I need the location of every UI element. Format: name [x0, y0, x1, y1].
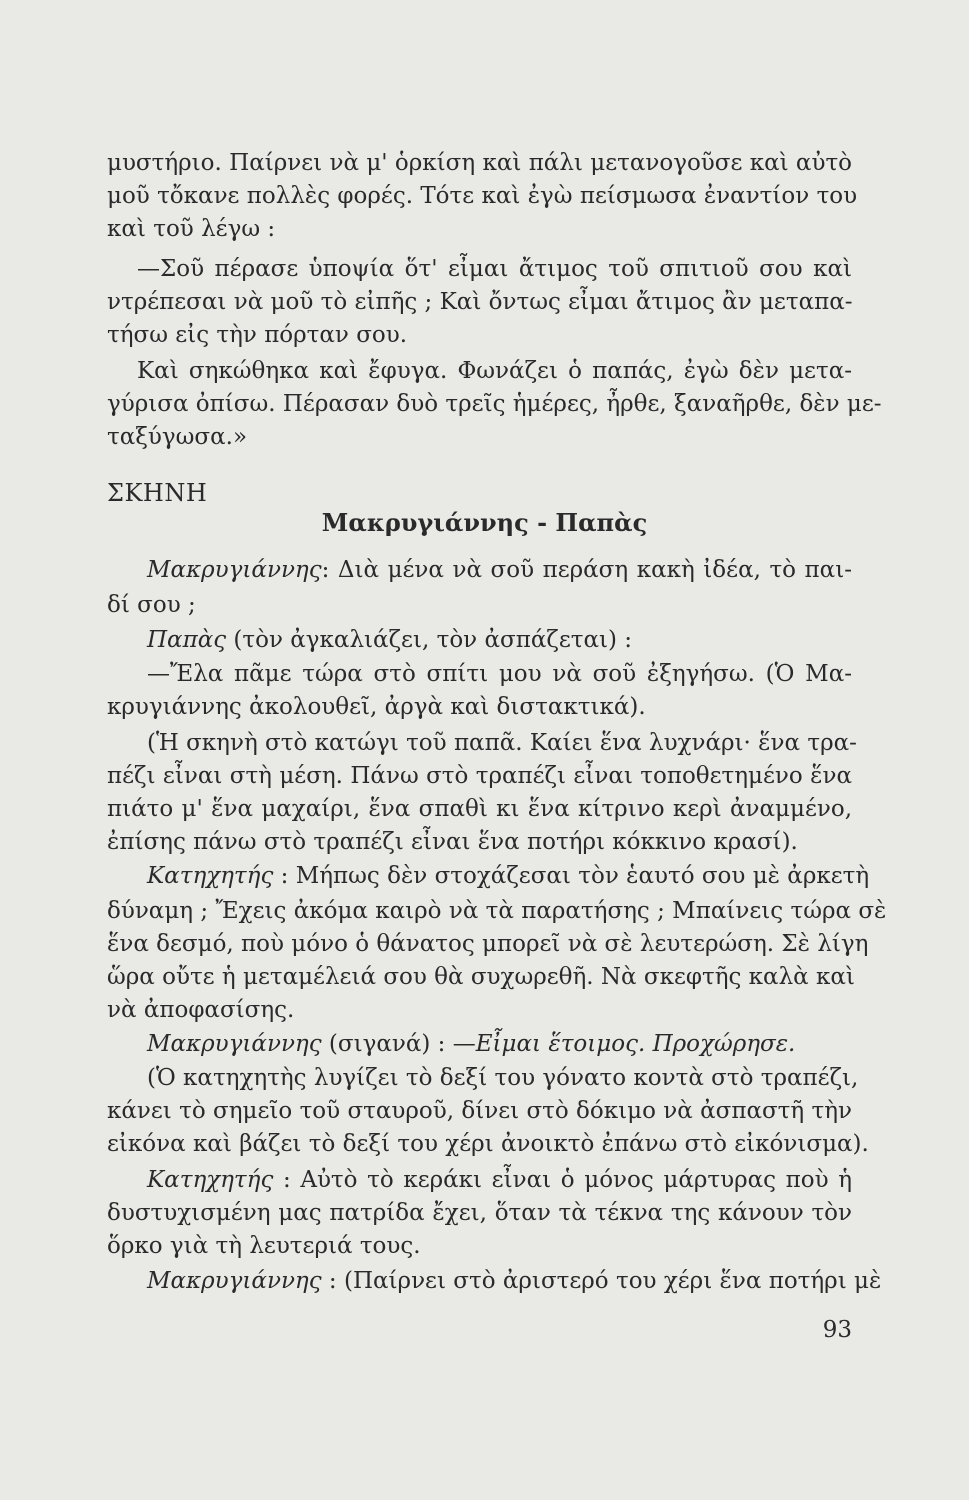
text-line: μυστήριο. Παίρνει νὰ μ' ὁρκίση καὶ πάλι μετανογοῦσε καὶ αὐτὸ [107, 150, 853, 176]
dialogue-text: : (Παίρνει στὸ ἀριστερό του χέρι ἕνα ποτήρι μὲ [321, 1268, 882, 1294]
text-line: ταξύγωσα.» [107, 424, 248, 450]
text-line: γύρισα ὀπίσω. Πέρασαν δυὸ τρεῖς ἡμέρες, ἦρθε, ξαναῆρθε, δὲν με- [107, 391, 882, 417]
dialogue-line [147, 1029, 852, 1059]
dialogue-line: δί σου ; [107, 592, 196, 618]
stage-direction: εἰκόνα καὶ βάζει τὸ δεξί του χέρι ἀνοικτὸ ἐπάνω στὸ εἰκόνισμα). [107, 1131, 869, 1157]
text-line: τήσω εἰς τὴν πόρταν σου. [107, 322, 408, 348]
stage-direction: πιάτο μ' ἕνα μαχαίρι, ἕνα σπαθὶ κι ἕνα κίτρινο κερὶ ἀναμμένο, [107, 796, 852, 822]
dialogue-line: ὅρκο γιὰ τὴ λευτεριά τους. [107, 1233, 421, 1259]
dialogue-text: : Διὰ μένα νὰ σοῦ περάση κακὴ ἰδέα, τὸ παι- [321, 557, 852, 583]
stage-direction: (Ὁ κατηχητὴς λυγίζει τὸ δεξί του γόνατο κοντὰ στὸ τραπέζι, [147, 1065, 859, 1091]
speaker-name: Παπὰς [147, 627, 227, 653]
text-line: —Σοῦ πέρασε ὑποψία ὅτ' εἶμαι ἄτιμος τοῦ σπιτιοῦ σου καὶ [137, 256, 852, 282]
stage-direction: πέζι εἶναι στὴ μέση. Πάνω στὸ τραπέζι εἶναι τοποθετημένο ἕνα [107, 763, 852, 789]
dialogue-line: κρυγιάννης ἀκολουθεῖ, ἀργὰ καὶ διστακτικά). [107, 694, 646, 720]
dialogue-line: νὰ ἀποφασίσης. [107, 997, 295, 1023]
dialogue-line: —Ἔλα πᾶμε τώρα στὸ σπίτι μου νὰ σοῦ ἐξηγήσω. (Ὁ Μα- [147, 661, 852, 687]
dialogue-italic-text: Εἶμαι ἕτοιμος. Προχώρησε. [475, 1031, 796, 1057]
dialogue-line [147, 1165, 852, 1195]
text-line: καὶ τοῦ λέγω : [107, 216, 276, 242]
dialogue-text: (τὸν ἀγκαλιάζει, τὸν ἀσπάζεται) : [226, 627, 633, 653]
scene-heading: ΣΚΗΝΗ [107, 479, 208, 507]
stage-direction: (Ἡ σκηνὴ στὸ κατώγι τοῦ παπᾶ. Καίει ἕνα λυχνάρι· ἕνα τρα- [147, 730, 857, 756]
speaker-name: Μακρυγιάννης [147, 1031, 322, 1057]
dialogue-text: : Μήπως δὲν στοχάζεσαι τὸν ἑαυτό σου μὲ ἀρκετὴ [273, 863, 870, 889]
page-number: 93 [822, 1317, 852, 1343]
dialogue-line: δύναμη ; Ἔχεις ἀκόμα καιρὸ νὰ τὰ παρατήσης ; Μπαίνεις τώρα σὲ [107, 898, 887, 924]
dialogue-line: δυστυχισμένη μας πατρίδα ἔχει, ὅταν τὰ τέκνα της κάνουν τὸν [107, 1200, 852, 1226]
text-line: ντρέπεσαι νὰ μοῦ τὸ εἰπῆς ; Καὶ ὄντως εἶμαι ἄτιμος ἂν μεταπα- [107, 289, 853, 315]
dialogue-line: ὥρα οὔτε ἡ μεταμέλειά σου θὰ συχωρεθῆ. Νὰ σκεφτῆς καλὰ καὶ [107, 964, 855, 990]
dialogue-text: : Αὐτὸ τὸ κεράκι εἶναι ὁ μόνος μάρτυρας ποὺ ἡ [273, 1167, 852, 1193]
dialogue-line [147, 861, 870, 891]
text-line: Καὶ σηκώθηκα καὶ ἔφυγα. Φωνάζει ὁ παπάς, ἐγὼ δὲν μετα- [137, 358, 852, 384]
text-line: μοῦ τὄκανε πολλὲς φορές. Τότε καὶ ἐγὼ πείσμωσα ἐναντίον του [107, 183, 858, 209]
dialogue-text: (σιγανά) : — [321, 1031, 476, 1057]
dialogue-line [147, 625, 852, 655]
speaker-name: Μακρυγιάννης [147, 1268, 322, 1294]
stage-direction: κάνει τὸ σημεῖο τοῦ σταυροῦ, δίνει στὸ δόκιμο νὰ ἀσπαστῆ τὴν [107, 1098, 852, 1124]
speaker-name: Κατηχητής [147, 1167, 274, 1193]
dialogue-line [147, 555, 852, 585]
stage-direction: ἐπίσης πάνω στὸ τραπέζι εἶναι ἕνα ποτήρι κόκκινο κρασί). [107, 829, 798, 855]
dialogue-line [147, 1266, 882, 1296]
scene-title: Μακρυγιάννης - Παπὰς [321, 508, 648, 537]
speaker-name: Κατηχητής [147, 863, 274, 889]
speaker-name: Μακρυγιάννης [147, 557, 322, 583]
dialogue-line: ἕνα δεσμό, ποὺ μόνο ὁ θάνατος μπορεῖ νὰ σὲ λευτερώση. Σὲ λίγη [107, 931, 869, 957]
